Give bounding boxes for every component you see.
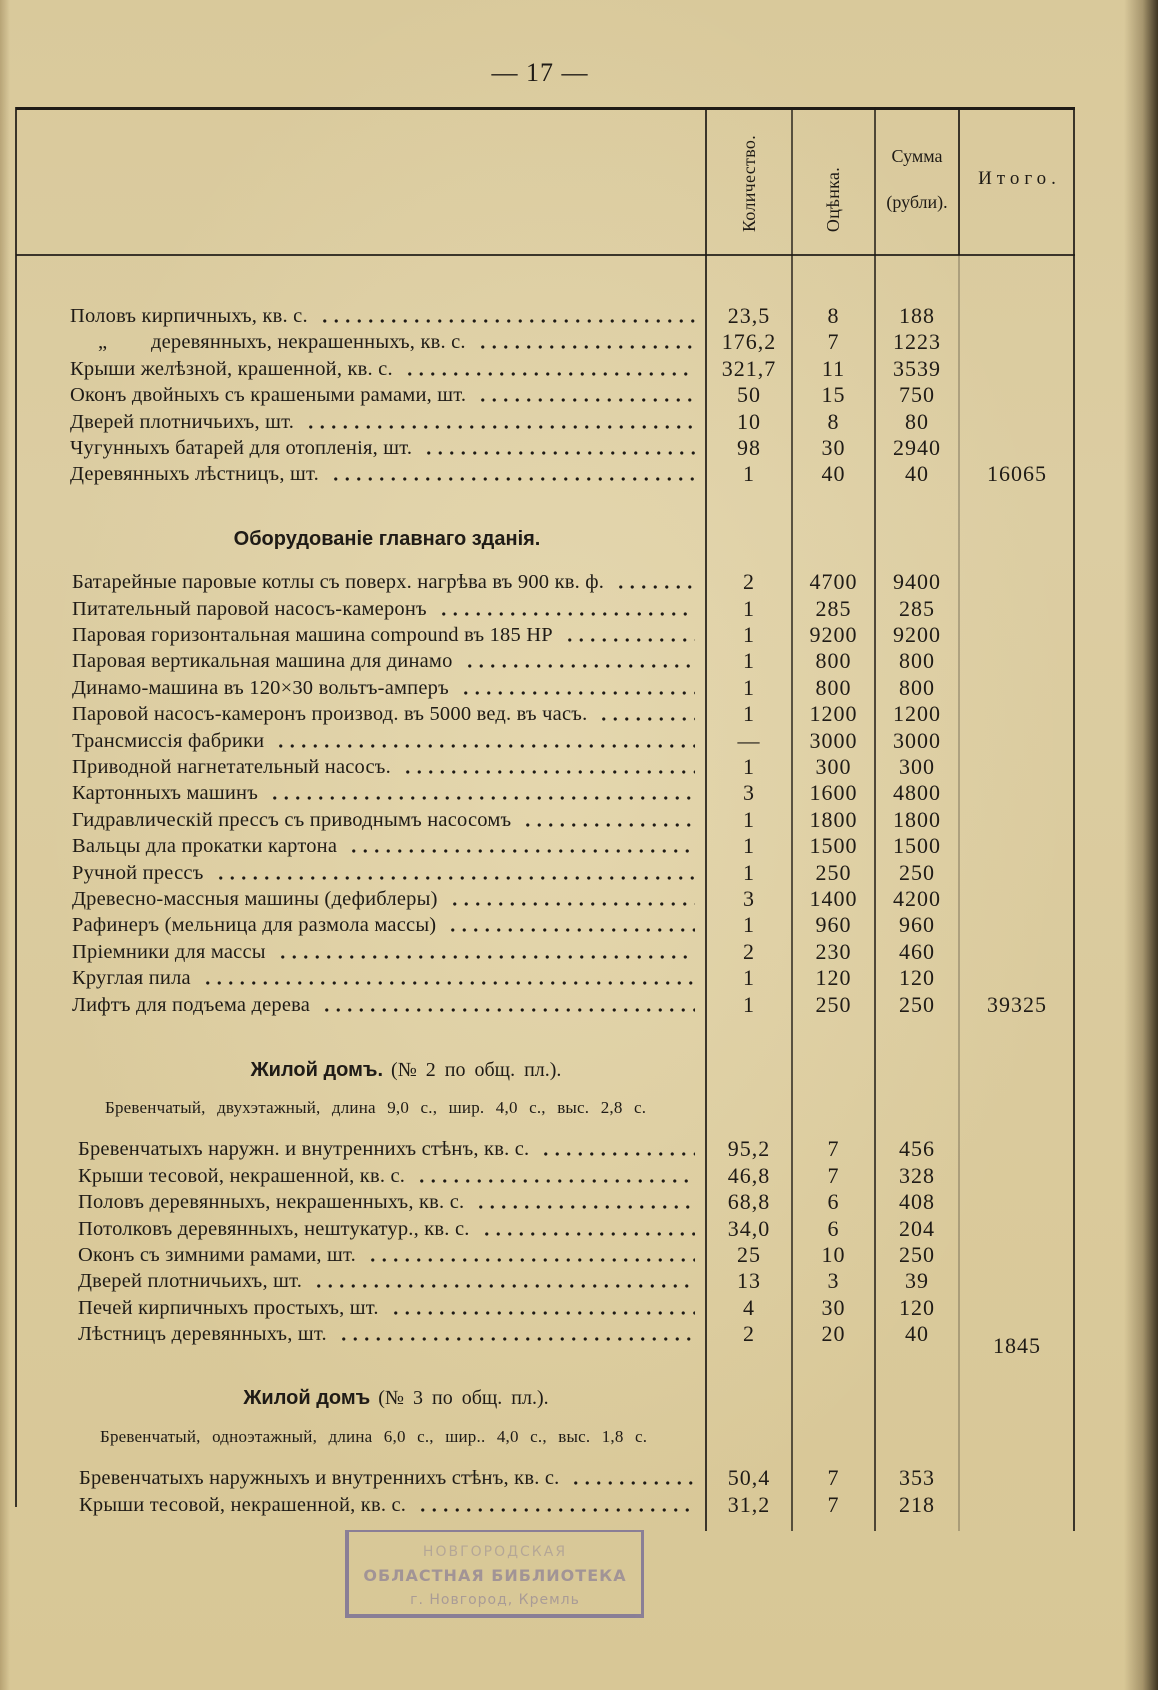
quantity-cell: 1 [743, 461, 755, 487]
quantity-cell: 95,2 [727, 1136, 771, 1162]
table-row [0, 780, 1158, 806]
sum-cell: 1500 [893, 833, 941, 859]
estimate-cell: 7 [827, 1491, 840, 1517]
item-name: Пріемники для массы [72, 940, 266, 963]
dot-leader [478, 1216, 695, 1242]
table-row [0, 435, 1158, 461]
section-subtitle: Бревенчатый, одноэтажный, длина 6,0 с., шир.. 4,0 с., выс. 1,8 с. [100, 1427, 648, 1447]
sum-cell: 2940 [893, 434, 941, 460]
estimate-cell: 8 [827, 408, 840, 434]
dot-leader [474, 382, 695, 408]
table-row [0, 382, 1158, 408]
sum-cell: 285 [899, 595, 935, 621]
dot-leader [335, 1321, 695, 1347]
table-row [0, 569, 1158, 595]
section-heading-title: Жилой домъ [243, 1387, 371, 1410]
item-description [72, 992, 695, 1018]
table-row [0, 303, 1158, 329]
item-description [70, 303, 695, 329]
total-cell: 39325 [987, 991, 1047, 1017]
dot-leader [199, 965, 695, 991]
quantity-cell: 1 [743, 648, 755, 674]
library-stamp [345, 1530, 644, 1618]
estimate-cell: 3 [827, 1268, 840, 1294]
sum-cell: 39 [905, 1268, 929, 1294]
estimate-cell: 1200 [809, 701, 858, 727]
table-row [0, 409, 1158, 435]
quantity-cell: 1 [743, 859, 755, 885]
item-description [78, 1216, 695, 1242]
total-cell: 16065 [987, 461, 1047, 487]
item-description [72, 596, 695, 622]
item-description [78, 1189, 695, 1215]
section-subtitle: Бревенчатый, двухэтажный, длина 9,0 с., шир. 4,0 с., выс. 2,8 с. [105, 1098, 647, 1118]
page-number: — 17 — [491, 58, 589, 87]
quantity-cell: 1 [743, 965, 755, 991]
quantity-cell: 46,8 [727, 1162, 771, 1188]
table-row [0, 1295, 1158, 1321]
sum-cell: 120 [899, 965, 935, 991]
item-name: Бревенчатыхъ наружн. и внутреннихъ стѣнъ, кв. с. [78, 1138, 530, 1161]
item-name: Бревенчатыхъ наружныхъ и внутреннихъ стѣнъ, кв. с. [79, 1467, 560, 1490]
dot-leader [401, 356, 695, 382]
dot-leader [595, 701, 695, 727]
dot-leader [316, 303, 695, 329]
item-name: Приводной нагнетательный насосъ. [72, 756, 391, 778]
quantity-cell: 1 [743, 991, 755, 1017]
quantity-cell: 68,8 [727, 1189, 771, 1215]
item-name: Паровая вертикальная машина для динамо [72, 650, 453, 673]
quantity-cell: — [737, 727, 761, 753]
quantity-cell: 4 [743, 1294, 755, 1320]
sum-cell: 960 [899, 912, 935, 938]
estimate-cell: 800 [815, 674, 852, 700]
ditto-mark: „ [98, 331, 108, 354]
dot-leader [413, 1163, 695, 1189]
dot-leader [472, 1189, 695, 1215]
item-description [79, 1492, 695, 1518]
table-row [0, 965, 1158, 991]
dot-leader [561, 622, 695, 648]
item-description [72, 860, 695, 886]
estimate-cell: 230 [815, 938, 852, 964]
table-row [0, 675, 1158, 701]
quantity-cell: 98 [737, 434, 761, 460]
section-heading-plan-ref: (№ 3 по общ. пл.). [378, 1387, 549, 1410]
dot-leader [364, 1242, 695, 1268]
sum-cell: 460 [899, 938, 935, 964]
sum-cell: 328 [899, 1162, 935, 1188]
item-description [72, 780, 695, 806]
sum-cell: 250 [899, 859, 935, 885]
quantity-cell: 1 [743, 833, 755, 859]
dot-leader [212, 860, 695, 886]
sum-cell: 250 [899, 991, 935, 1017]
quantity-cell: 3 [743, 886, 755, 911]
dot-leader [519, 807, 695, 833]
table-row [0, 754, 1158, 780]
quantity-cell: 2 [743, 1321, 755, 1347]
sum-cell: 250 [899, 1242, 935, 1267]
dot-leader [327, 461, 695, 487]
table-top-rule [16, 107, 1075, 110]
item-name: Чугунныхъ батарей для отопленія, шт. [70, 436, 413, 459]
quantity-cell: 1 [743, 754, 755, 779]
estimate-cell: 250 [815, 991, 852, 1017]
sum-cell: 750 [899, 382, 935, 408]
estimate-cell: 7 [827, 1136, 840, 1162]
estimate-cell: 30 [821, 1294, 846, 1320]
item-name: Лифтъ для подъема дерева [72, 993, 311, 1016]
item-name: Ручной прессъ [72, 861, 204, 884]
estimate-cell: 7 [827, 1465, 840, 1491]
sum-cell: 4800 [893, 780, 941, 806]
estimate-cell: 4700 [809, 569, 858, 595]
estimate-cell: 250 [815, 859, 852, 885]
dot-leader [310, 1268, 695, 1294]
item-name: Деревянныхъ лѣстницъ, шт. [70, 463, 319, 486]
item-name: Половъ кирпичныхъ, кв. с. [70, 304, 308, 327]
table-row [0, 1136, 1158, 1162]
sum-cell: 353 [899, 1465, 935, 1491]
item-name: Оконъ съ зимними рамами, шт. [78, 1244, 356, 1266]
column-header-quantity [706, 110, 792, 254]
section-heading [96, 1384, 696, 1412]
item-name: Оконъ двойныхъ съ крашеными рамами, шт. [70, 384, 467, 407]
item-description [72, 701, 695, 727]
dot-leader [457, 675, 695, 701]
dot-leader [461, 648, 695, 674]
item-description [72, 569, 695, 595]
item-description [70, 329, 695, 355]
column-header-total: Итого. [978, 168, 1061, 189]
quantity-cell: 23,5 [727, 302, 771, 328]
sum-cell: 800 [899, 674, 935, 700]
item-description [72, 833, 695, 859]
table-row [0, 1216, 1158, 1242]
sum-cell: 300 [899, 754, 935, 779]
estimate-cell: 9200 [809, 622, 858, 647]
table-row [0, 939, 1158, 965]
table-row [0, 329, 1158, 355]
table-row [0, 622, 1158, 648]
estimate-cell: 1600 [809, 780, 858, 806]
item-name: Гидравлическій прессъ съ приводнымъ насосомъ [72, 808, 512, 831]
estimate-cell: 300 [815, 754, 852, 779]
item-name: Лѣстницъ деревянныхъ, шт. [78, 1323, 327, 1346]
item-name: Картонныхъ машинъ [72, 782, 258, 805]
stamp-line: ОБЛАСТНАЯ БИБЛИОТЕКА [363, 1566, 627, 1585]
table-row [0, 992, 1158, 1018]
estimate-cell: 6 [827, 1189, 840, 1215]
dot-leader [612, 569, 695, 595]
table-row [0, 701, 1158, 727]
estimate-cell: 11 [821, 355, 846, 381]
item-description [72, 754, 695, 780]
estimate-cell: 1500 [809, 833, 858, 859]
sum-cell: 4200 [893, 886, 941, 911]
item-name: Крыши желѣзной, крашенной, кв. с. [70, 357, 393, 380]
dot-leader [474, 329, 695, 355]
item-description [72, 965, 695, 991]
table-row [0, 807, 1158, 833]
item-description [72, 886, 695, 912]
column-header-sum-line2: (рубли). [886, 192, 948, 212]
item-description [72, 675, 695, 701]
sum-cell: 120 [899, 1294, 935, 1320]
table-row [0, 1492, 1158, 1518]
dot-leader [318, 992, 695, 1018]
dot-leader [302, 409, 695, 435]
dot-leader [399, 754, 695, 780]
item-description [78, 1136, 695, 1162]
column-header-quantity-label: Количество. [738, 134, 759, 232]
item-description [70, 382, 695, 408]
quantity-cell: 2 [743, 938, 755, 964]
binding-shadow [1124, 0, 1158, 1690]
item-name: Паровой насосъ-камеронъ производ. въ 5000 вед. въ часъ. [72, 703, 588, 726]
item-name: Половъ деревянныхъ, некрашенныхъ, кв. с. [78, 1191, 465, 1214]
item-description [78, 1295, 695, 1321]
quantity-cell: 31,2 [727, 1491, 771, 1517]
item-name: Дверей плотничьихъ, шт. [78, 1270, 303, 1293]
dot-leader [420, 435, 695, 461]
column-header-estimate-label: Оцѣнка. [823, 166, 843, 232]
estimate-cell: 3000 [809, 727, 858, 753]
estimate-cell: 30 [821, 434, 846, 460]
quantity-cell: 1 [743, 674, 755, 700]
table-row [0, 1465, 1158, 1491]
table-row [0, 833, 1158, 859]
estimate-cell: 1400 [809, 886, 858, 911]
table-row [0, 1268, 1158, 1294]
item-description [78, 1163, 695, 1189]
quantity-cell: 25 [737, 1242, 761, 1267]
dot-leader [345, 833, 695, 859]
table-row [0, 1163, 1158, 1189]
section-heading [106, 1056, 706, 1084]
table-row [0, 596, 1158, 622]
item-name: Вальцы дла прокатки картона [72, 835, 338, 858]
estimate-cell: 1800 [809, 806, 858, 832]
estimate-cell: 285 [815, 595, 852, 621]
estimate-cell: 8 [827, 302, 840, 328]
table-row [0, 648, 1158, 674]
item-name: Динамо-машина въ 120×30 вольтъ-амперъ [72, 676, 449, 699]
quantity-cell: 1 [743, 912, 755, 938]
estimate-cell: 800 [815, 648, 852, 674]
item-description [72, 939, 695, 965]
quantity-cell: 1 [743, 622, 755, 647]
estimate-cell: 120 [815, 965, 852, 991]
quantity-cell: 321,7 [721, 355, 777, 381]
item-name: Дверей плотничьихъ, шт. [70, 410, 295, 433]
sum-cell: 408 [899, 1189, 935, 1215]
item-name: Крыши тесовой, некрашенной, кв. с. [78, 1164, 406, 1187]
item-name: Круглая пила [72, 967, 191, 990]
estimate-cell: 20 [821, 1321, 846, 1347]
item-description [70, 409, 695, 435]
estimate-cell: 10 [821, 1242, 846, 1267]
estimate-cell: 7 [827, 329, 840, 355]
item-description [78, 1242, 695, 1268]
item-name: Древесно-массныя машины (дефиблеры) [72, 888, 438, 910]
stamp-line: г. Новгород, Кремль [410, 1592, 580, 1608]
table-row [0, 1242, 1158, 1268]
table-row [0, 1321, 1158, 1359]
estimate-cell: 960 [815, 912, 852, 938]
dot-leader [272, 728, 695, 754]
sum-cell: 800 [899, 648, 935, 674]
table-row [0, 912, 1158, 938]
dot-leader [435, 596, 695, 622]
estimate-cell: 15 [821, 382, 846, 408]
column-header-sum-line1: Сумма [891, 146, 943, 166]
quantity-cell: 50 [737, 382, 761, 408]
sum-cell: 40 [905, 1321, 929, 1347]
item-name: Трансмиссія фабрики [72, 729, 265, 752]
total-cell: 1845 [993, 1333, 1041, 1359]
quantity-cell: 1 [743, 595, 755, 621]
item-name: Питательный паровой насосъ-камеронъ [72, 597, 427, 620]
item-name: Печей кирпичныхъ простыхъ, шт. [78, 1296, 379, 1319]
sum-cell: 80 [905, 408, 929, 434]
item-name: деревянныхъ, некрашенныхъ, кв. с. [151, 331, 466, 354]
item-description [72, 622, 695, 648]
dot-leader [266, 780, 695, 806]
table-row [0, 1189, 1158, 1215]
sum-cell: 1223 [893, 329, 941, 355]
dot-leader [537, 1136, 695, 1162]
item-description [78, 1321, 695, 1347]
quantity-cell: 176,2 [721, 329, 777, 355]
item-name: Батарейные паровые котлы съ поверх. нагрѣва въ 900 кв. ф. [72, 571, 605, 594]
table-row [0, 728, 1158, 754]
item-description [72, 728, 695, 754]
table-header-rule [16, 254, 1075, 256]
quantity-cell: 34,0 [727, 1215, 771, 1241]
item-name: Паровая горизонтальная машина compound въ 185 HP [72, 624, 553, 646]
table-row [0, 886, 1158, 912]
section-heading-title: Оборудованіе главнаго зданія. [233, 528, 541, 551]
stamp-line: НОВГОРОДСКАЯ [422, 1544, 568, 1560]
section-heading-plan-ref: (№ 2 по общ. пл.). [391, 1058, 562, 1081]
quantity-cell: 10 [737, 408, 761, 434]
quantity-cell: 3 [743, 780, 755, 806]
quantity-cell: 1 [743, 701, 755, 727]
column-header-estimate [792, 110, 875, 254]
table-row [0, 860, 1158, 886]
item-description [72, 912, 695, 938]
table-row [0, 356, 1158, 382]
table-row [0, 461, 1158, 487]
dot-leader [274, 939, 695, 965]
sum-cell: 9400 [893, 569, 941, 595]
item-description [72, 648, 695, 674]
sum-cell: 456 [899, 1136, 935, 1162]
quantity-cell: 50,4 [727, 1465, 771, 1491]
dot-leader [387, 1295, 695, 1321]
sum-cell: 3539 [893, 355, 941, 381]
dot-leader [444, 912, 695, 938]
item-description [72, 807, 695, 833]
dot-leader [567, 1465, 695, 1491]
sum-cell: 9200 [893, 622, 941, 647]
estimate-cell: 6 [827, 1215, 840, 1241]
item-name: Крыши тесовой, некрашенной, кв. с. [79, 1493, 407, 1516]
item-description [70, 435, 695, 461]
estimate-cell: 7 [827, 1162, 840, 1188]
item-description [79, 1465, 695, 1491]
section-heading-title: Жилой домъ. [250, 1058, 384, 1081]
section-heading [87, 525, 687, 553]
item-description [70, 461, 695, 487]
sum-cell: 1800 [893, 806, 941, 832]
quantity-cell: 13 [737, 1268, 761, 1294]
item-description [70, 356, 695, 382]
sum-cell: 218 [899, 1491, 935, 1517]
item-name: Потолковъ деревянныхъ, нештукатур., кв. с. [78, 1217, 470, 1240]
quantity-cell: 2 [743, 569, 755, 595]
item-description [78, 1268, 695, 1294]
quantity-cell: 1 [743, 806, 755, 832]
sum-cell: 204 [899, 1215, 935, 1241]
dot-leader [414, 1492, 695, 1518]
sum-cell: 40 [905, 461, 929, 487]
dot-leader [446, 886, 695, 912]
sum-cell: 1200 [893, 701, 941, 727]
sum-cell: 188 [899, 302, 935, 328]
item-name: Рафинеръ (мельница для размола массы) [72, 914, 437, 937]
estimate-cell: 40 [821, 461, 846, 487]
sum-cell: 3000 [893, 727, 941, 753]
